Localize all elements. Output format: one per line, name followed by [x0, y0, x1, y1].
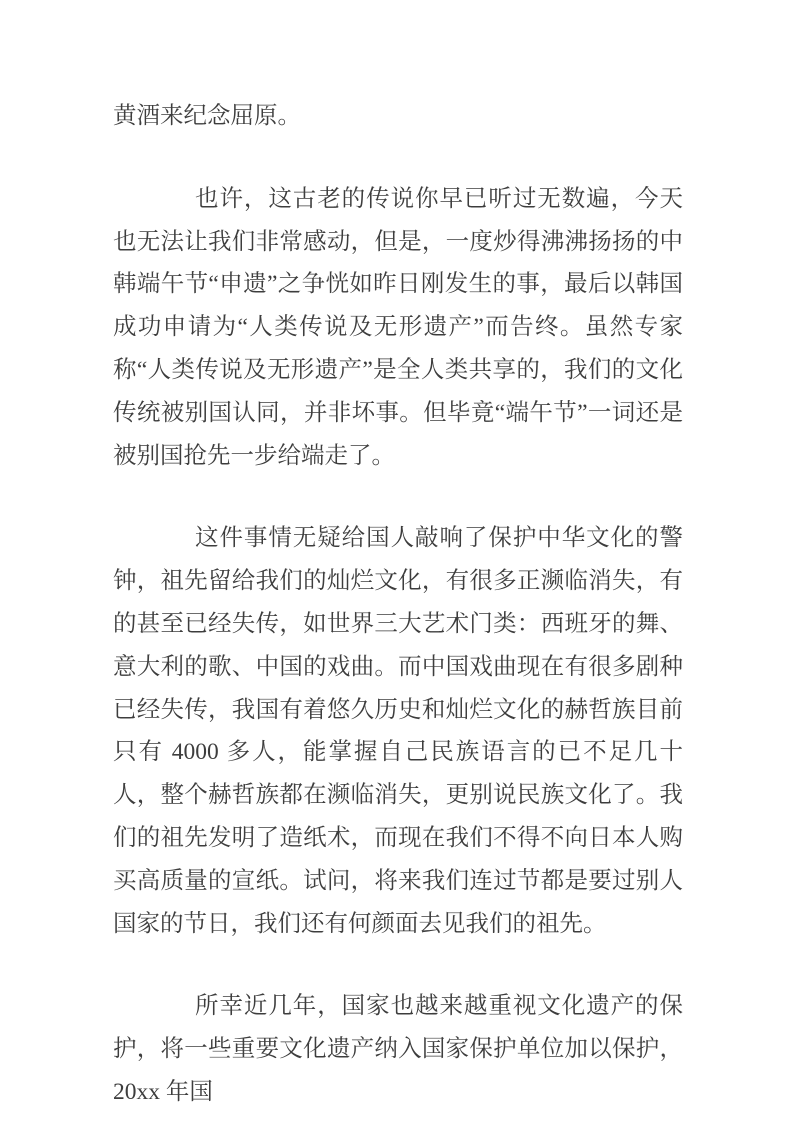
paragraph-continuation: 黄酒来纪念屈原。: [113, 103, 301, 129]
document-body: [113, 95, 683, 1122]
paragraph-national-protection: 所幸近几年，国家也越来越重视文化遗产的保护，将一些重要文化遗产纳入国家保护单位加以保护，20xx 年国: [113, 993, 683, 1105]
paragraph-legend-dispute: 也许，这古老的传说你早已听过无数遍，今天也无法让我们非常感动，但是，一度炒得沸沸扬扬的中韩端午节“申遗”之争恍如昨日刚发生的事，最后以韩国成功申请为“人类传说及无形遗产”而告终。虽然专家称“人类传说及无形遗产”是全人类共享的，我们的文化传统被别国认同，并非坏事。但毕竟“端午节”一词还是被别国抢先一步给端走了。: [113, 185, 683, 469]
paragraph-cultural-warning: 这件事情无疑给国人敲响了保护中华文化的警钟，祖先留给我们的灿烂文化，有很多正濒临消失，有的甚至已经失传，如世界三大艺术门类：西班牙的舞、意大利的歌、中国的戏曲。而中国戏曲现在有很多剧种已经失传，我国有着悠久历史和灿烂文化的赫哲族目前只有 4000 多人，能掌握自己民族语言的已不足几十人，整个赫哲族都在濒临消失，更别说民族文化了。我们的祖先发明了造纸术，而现在我们不得不向日本人购买高质量的宣纸。试问，将来我们连过节都是要过别人国家的节日，我们还有何颜面去见我们的祖先。: [113, 525, 683, 937]
